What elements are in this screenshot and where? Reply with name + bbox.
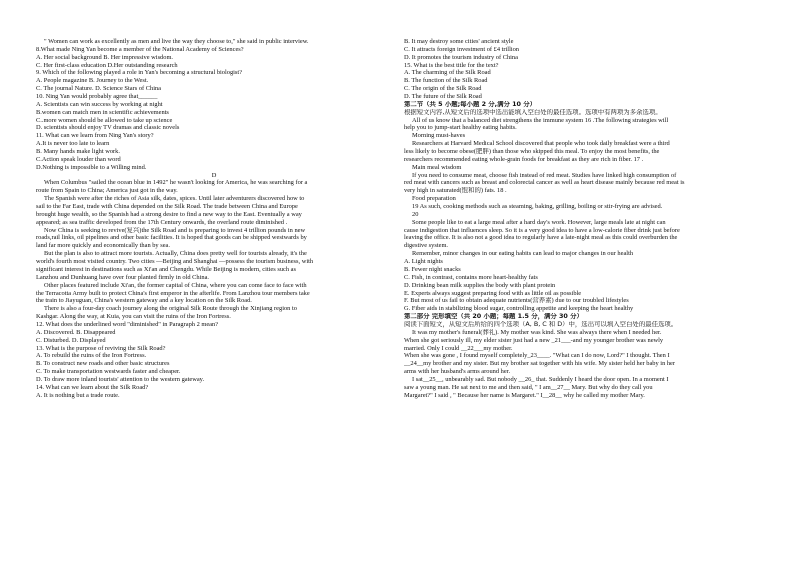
text-line: route from Spain to China; America just got in the way. xyxy=(36,187,178,195)
text-line: 19 As such, cooking methods such as steaming, baking, grilling, boiling or stir-frying are advised. xyxy=(412,203,663,211)
text-line: 11. What can we learn from Ning Yan's story? xyxy=(36,132,154,140)
text-line: D xyxy=(211,171,217,179)
text-line: E. Experts always suggest preparing food with as little oil as possible xyxy=(404,289,582,297)
text-line: __24__my brother and my sister. But my brother sat together with his wife. My sister held her baby in her xyxy=(404,360,676,368)
text-line: Other places featured include Xi'an, the former capital of China, where you can come face to face with xyxy=(44,281,307,289)
text-line: 阅读下面短文，从短文后所给的四个选项（A, B, C 和 D）中，选出可以填入空白处的最佳选项。 xyxy=(404,320,678,328)
text-line: D. The future of the Silk Road xyxy=(404,93,482,101)
text-line: B. Many hands make light work. xyxy=(36,148,120,156)
text-line: Food preparation xyxy=(412,195,456,203)
text-line: But the plan is also to attract more tourists. Actually, China does pretty well for tourists already, it's the xyxy=(44,250,307,258)
text-line: B. Fewer night snacks xyxy=(404,265,461,273)
right-column xyxy=(404,38,794,400)
text-line: A.It is never too late to learn xyxy=(36,140,110,148)
text-line: C. The origin of the Silk Road xyxy=(404,85,482,93)
text-line: C. Disturbed. D. Displayed xyxy=(36,336,106,344)
text-line: help you to jump-start healthy eating habits. xyxy=(404,124,517,132)
text-line: C. To make transportation westwards faster and cheaper. xyxy=(36,368,181,376)
text-line: F. But most of us fail to obtain adequate nutrients(营养素) due to our troubled lifestyles xyxy=(404,297,629,305)
text-line: 15. What is the best title for the text? xyxy=(404,61,499,69)
text-line: C. It attracts foreign investment of £4 trillion xyxy=(404,45,520,53)
text-line: B. The function of the Silk Road xyxy=(404,77,488,85)
text-line: C.Action speak louder than word xyxy=(36,155,121,163)
text-line: When she got seriously ill, my elder sister just had a new _21___-and my younger brother was newly xyxy=(404,336,664,344)
text-line: brought huge wealth, so the Spanish had a strong desire to find a new way to the East. Eventually a way xyxy=(36,210,302,218)
text-line: D. scientists should enjoy TV dramas and classic novels xyxy=(36,124,180,132)
text-line: 9. Which of the following played a role in Yan's becoming a structural biologist? xyxy=(36,69,243,77)
text-line: A. It is nothing but a trade route. xyxy=(36,391,120,399)
text-line: C. The journal Nature. D. Science Stars of China xyxy=(36,85,162,93)
text-line: A. To rebuild the ruins of the Iron Fortress. xyxy=(36,352,147,360)
text-line: D. To draw more inland tourists' attention to the western gateway. xyxy=(36,375,205,383)
text-line: arms with her husband's arms around her. xyxy=(404,368,511,376)
text-line: Margaret?" I said , " Because her name is Margaret." I__28__ why he called my mother Mary. xyxy=(404,391,645,399)
text-line: All of us know that a balanced diet strengthens the immune system 16 .The following strategies will xyxy=(412,116,669,124)
text-line: significant interest in destinations such as Xi'an and Chengdu. While Beijing is modern, cities such as xyxy=(36,265,296,273)
left-column xyxy=(36,38,392,400)
text-line: Some people like to eat a large meal after a hard day's work. However, large meals late at night can xyxy=(412,218,666,226)
text-line: 20 xyxy=(412,210,419,218)
text-line: the train to Jiayuguan, China's western gateway and a key location on the Silk Road. xyxy=(36,297,252,305)
text-line: the Terracotta Army built to protect China's first emperor in the afterlife. From Lanzhou tour members take xyxy=(36,289,310,297)
text-line: Main meal wisdom xyxy=(412,163,462,171)
text-line: researchers recommended eating whole-grain foods for breakfast as they are rich in fiber. 17 . xyxy=(404,155,644,163)
text-line: very high in saturated(饱和的) fats. 18 . xyxy=(404,187,507,195)
text-line: married. Only I could __22___my mother. xyxy=(404,344,513,352)
text-line: D.Nothing is impossible to a Willing mind. xyxy=(36,163,147,171)
text-line: Now China is seeking to revive(复兴)the Silk Road and is preparing to invest 4 trillion pounds in new xyxy=(44,226,306,234)
text-line: 8.What made Ning Yan become a member of the National Academy of Sciences? xyxy=(36,45,244,53)
text-line: A. Light nights xyxy=(404,258,443,266)
text-line: B. To construct new roads and other basic structures xyxy=(36,360,170,368)
text-line: If you need to consume meat, choose fish instead of red meat. Studies have linked high consumption of xyxy=(412,171,677,179)
text-line: 14. What can we learn about the Silk Road? xyxy=(36,383,149,391)
text-line: A. The charming of the Silk Road xyxy=(404,69,491,77)
text-line: It was my mother's funeral(葬礼). My mother was kind. She was always there when I needed her. xyxy=(412,328,662,336)
text-line: 13. What is the purpose of reviving the Silk Road? xyxy=(36,344,166,352)
text-line: 12. What does the underlined word "diminished" in Paragraph 2 mean? xyxy=(36,320,219,328)
text-line: C..more women should be allowed to take up science xyxy=(36,116,173,124)
text-line: Researchers at Harvard Medical School discovered that people who took daily breakfast were a third xyxy=(412,140,670,148)
text-line: Kashgar. Along the way, at Kuia, you can visit the ruins of the Iron Fortress. xyxy=(36,313,231,321)
text-line: G. Fiber aids in stabilizing blood sugar, controlling appetite and keeping the heart healthy xyxy=(404,305,634,313)
text-line: C. Fish, in contrast, contains more heart-healthy fats xyxy=(404,273,538,281)
text-line: Lanzhou and Dunhuang have over four planted firmly in old China. xyxy=(36,273,210,281)
text-line: saw a young man. He sat next to me and then said, " I am__27__ Mary. But why do they call you xyxy=(404,383,653,391)
text-line: A. Discovered. B. Disappeared xyxy=(36,328,116,336)
text-line: B. It may destroy some cities' ancient style xyxy=(404,38,514,45)
text-line: leaving the office. It is also not a good idea to regularly have a late-night meal as this could overburden the xyxy=(404,234,678,242)
text-line: B.women can match men in scientific achievements xyxy=(36,108,169,116)
text-line: There is also a four-day coach journey along the original Silk Route through the Xinjiang region to xyxy=(44,305,297,313)
text-line: A. People magazine B. Journey to the West. xyxy=(36,77,149,85)
text-line: sail to the Far East, trade with China depended on the Silk Road. The trade between China and Europe xyxy=(36,203,298,211)
text-line: appeared; as sea traffic developed from the 17th Century onwards, the overland route diminished . xyxy=(36,218,288,226)
text-line: cause indigestion that influences sleep. So it is a very good idea to have a low-calorie fiber drink just before xyxy=(404,226,680,234)
text-line: land far more quickly and economically than by sea. xyxy=(36,242,170,250)
text-line: Remember, minor changes in our eating habits can lead to major changes in our health xyxy=(412,250,634,258)
text-line: The Spanish were after the riches of Asia silk, dates, spices. Until later adventurers discovered how to xyxy=(44,195,305,203)
text-line: When Columbus "sailed the ocean blue in 1492" he wasn't looking for America, he was searching for a xyxy=(44,179,308,187)
text-line: I sat__25__, unbearably sad. But nobody __26_ that. Suddenly I heard the door open. In a moment I xyxy=(412,375,669,383)
text-line: A. Her social background B. Her impressive wisdom. xyxy=(36,53,174,61)
text-line: roads,rail links, oil pipelines and other basic facilities. It is hoped that goods can be shipped westwards by xyxy=(36,234,307,242)
text-line: 第二节（共 5 小题;每小题 2 分,满分 10 分） xyxy=(404,100,536,108)
text-line: less likely to become obese(肥胖) than those who skipped this meal. To enjoy the most benefits, the xyxy=(404,148,660,156)
text-line: red meat with cancers such as breast and colorectal cancer as well as heart disease mainly because red meat is xyxy=(404,179,685,187)
text-line: world's fourth most visited country. Two cities —Beijing and Shanghai —possess the tourism business, with xyxy=(36,258,314,266)
text-line: D. It promotes the tourism industry of China xyxy=(404,53,518,61)
text-line: 10. Ning Yan would probably agree that______ xyxy=(36,93,158,101)
text-line: digestive system. xyxy=(404,242,449,250)
text-line: " Women can work as excellently as men and live the way they choose to," she said in public interview. xyxy=(44,38,309,45)
text-line: Morning must-haves xyxy=(412,132,466,140)
text-line: When she was gone , I found myself completely_23____. "What can I do now, Lord?" I thought. Then I xyxy=(404,352,670,360)
text-line: D. Drinking bean milk supplies the body with plant protein xyxy=(404,281,556,289)
text-line: 根据短文内容,从短文后的选项中选出能填入空白处的最佳选项。选项中有两项为多余选项。 xyxy=(404,108,662,116)
text-line: A. Scientists can win success by working at night xyxy=(36,100,163,108)
text-line: 第二部分 完形填空（共 20 小题；每题 1.5 分，满分 30 分） xyxy=(404,313,583,321)
text-line: C. Her first-class education D.Her outstanding research xyxy=(36,61,178,69)
